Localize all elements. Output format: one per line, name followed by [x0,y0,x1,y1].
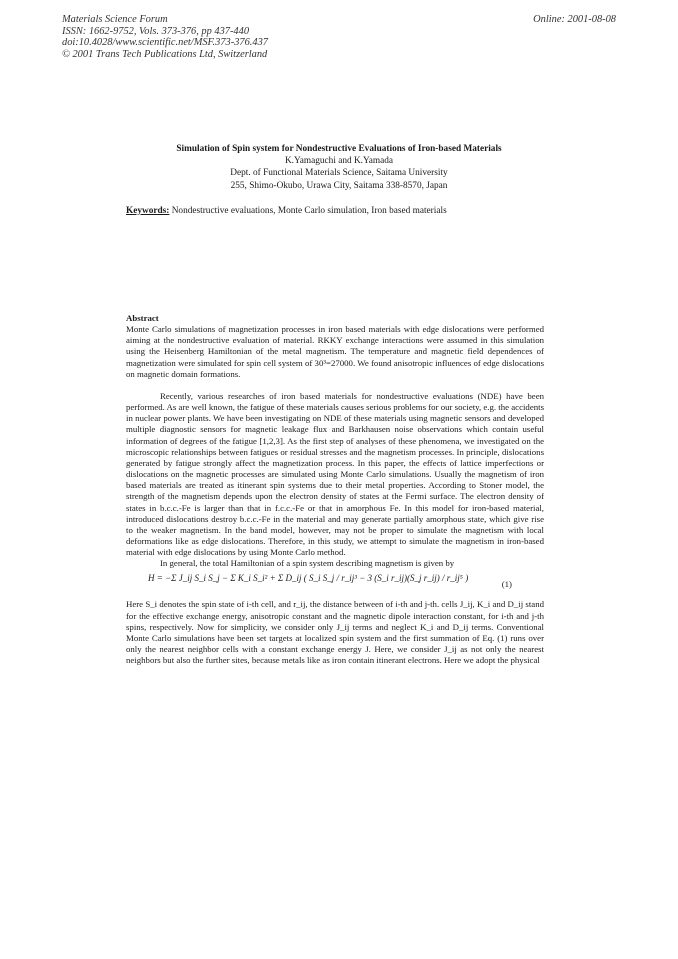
paragraph-gap [126,380,544,391]
paper-body [126,313,544,666]
online-date: Online: 2001-08-08 [533,14,616,25]
paper-title: Simulation of Spin system for Nondestructive Evaluations of Iron-based Materials [176,144,502,154]
affiliation-dept: Dept. of Functional Materials Science, Saitama University [230,168,448,179]
symbols-paragraph: Here S_i denotes the spin state of i-th cell, and r_ij, the distance between of i-th and j-th. cells J_ij, K_i and D_ij stand for the effective exchange energy, anisotropic constant and the magnetic dipole interaction constant, for i-th and j-th spins, respectively. Now for simplicity, we consider only J_ij terms and neglect K_i and D_ij terms. Conventional Monte Carlo simulations have been set targets at localized spin system and the first summation of Eq. (1) runs over only the nearest neighbor cells with a constant exchange energy J. Here, we consider J_ij as not only the nearest neighbors but also the further sites, because metals like as iron contain itinerant electrons. Here we adopt the physical [126,599,544,666]
abstract-heading: Abstract [126,313,159,323]
abstract-text: Monte Carlo simulations of magnetization processes in iron based materials with edge dislocations were performed aiming at the nondestructive evaluation of material. RKKY exchange interactions were assumed in this simulation using the Heisenberg Hamiltonian of the metal magnetism. The temperature and magnetic field dependences of magnetization were simulated for spin cell system of 30³=27000. We found anisotropic influences of edge dislocations on magnetic domain formations. [126,324,544,379]
hamiltonian-equation: H = −Σ J_ij S_i S_j − Σ K_i S_i² + Σ D_ij ( S_i S_j / r_ij³ − 3 (S_i r_ij)(S_j r_ij) / r_ij⁵ ) [148,573,469,584]
doi-line: doi:10.4028/www.scientific.net/MSF.373-376.437 [62,37,268,49]
hamiltonian-intro: In general, the total Hamiltonian of a spin system describing magnetism is given by [160,558,455,569]
journal-name: Materials Science Forum [62,14,168,25]
keywords-text: Nondestructive evaluations, Monte Carlo simulation, Iron based materials [171,206,447,216]
issn-line: ISSN: 1662-9752, Vols. 373-376, pp 437-440 [62,25,250,37]
title-block [0,143,678,192]
equation-row [126,569,544,599]
paper-authors: K.Yamaguchi and K.Yamada [284,156,394,167]
keywords-line [126,206,447,216]
copyright-line: © 2001 Trans Tech Publications Ltd, Switzerland [62,48,268,60]
affiliation-address: 255, Shimo-Okubo, Urawa City, Saitama 338-8570, Japan [230,180,448,191]
intro-paragraph: Recently, various researches of iron based materials for nondestructive evaluations (NDE) have been performed. As are well known, the fatigue of these materials causes serious problems for our society, e.g. the accidents in nuclear power plants. We have been investigating on NDE of these materials using magnetic sensors and developed multiple diagnostic sensors for magnetic leakage flux and Barkhausen noise observations which contain useful information of degrees of the fatigue [1,2,3]. As the first step of analyses of these phenomena, we investigated on the microscopic relationships between fatigues or residual stresses and the magnetism processes. In principle, dislocations generated by fatigue strongly affect the magnetization process. In this paper, the effects of lattice imperfections or dislocations on the magnetic processes are simulated using Monte Carlo simulations. Usually the magnetism of iron based materials are treated as itinerant spin systems due to their metal properties. According to Stoner model, the strength of the magnetism depends upon the electron density of states at the Fermi surface. The electron density of states in b.c.c.-Fe is larger than that in f.c.c.-Fe or that in amorphous Fe. In this model for iron-based material, introduced dislocations destroy b.c.c.-Fe in the material and may generate partially amorphous state, which give rise to the weaker magnetism. In the band model, however, may not be proper to simulate the magnetism with local deformations like as edge dislocations. Therefore, in this study, we attempt to simulate the magnetism in iron-based material with edge dislocations by using Monte Carlo method. [126,390,544,558]
equation-number: (1) [501,579,512,590]
journal-header [62,14,268,60]
keywords-label: Keywords: [126,206,170,216]
